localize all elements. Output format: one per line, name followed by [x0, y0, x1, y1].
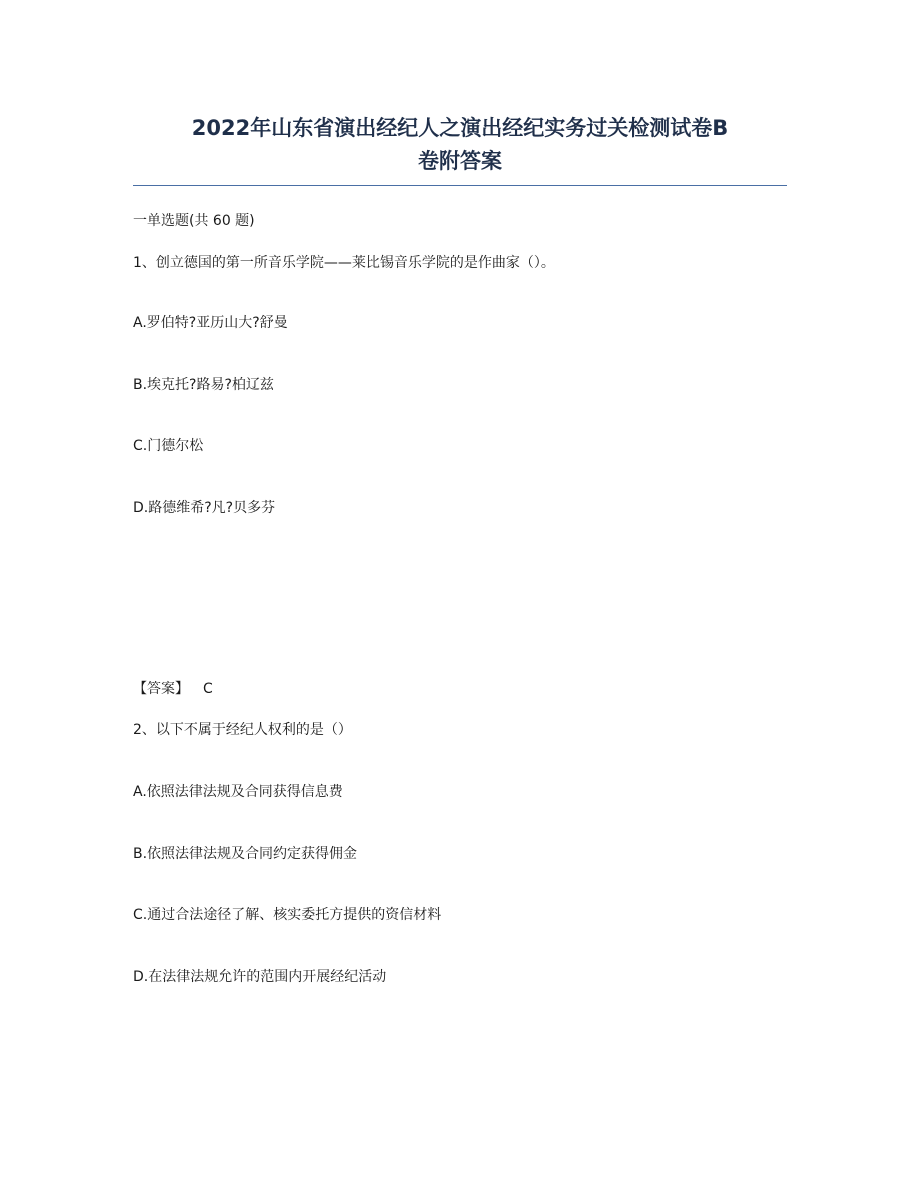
section-heading: 一单选题(共 60 题)	[133, 213, 255, 229]
question-2-stem: 2、以下不属于经纪人权利的是（）	[133, 722, 352, 738]
answer-value: C	[203, 681, 213, 697]
question-1-answer	[133, 679, 213, 699]
page-title-line-2: 卷附答案	[418, 149, 502, 173]
question-1-option-b: B.埃克托?路易?柏辽兹	[133, 377, 274, 393]
title-divider	[133, 185, 787, 186]
page-title-line-1: 2022年山东省演出经纪人之演出经纪实务过关检测试卷B	[191, 116, 729, 140]
question-2-option-c: C.通过合法途径了解、核实委托方提供的资信材料	[133, 907, 442, 923]
question-2-option-a: A.依照法律法规及合同获得信息费	[133, 784, 343, 800]
page-title	[0, 112, 920, 178]
question-2-option-d: D.在法律法规允许的范围内开展经纪活动	[133, 969, 387, 985]
answer-label: 【答案】	[133, 681, 189, 697]
question-1-stem: 1、创立德国的第一所音乐学院——莱比锡音乐学院的是作曲家（）。	[133, 255, 555, 271]
question-1-option-a: A.罗伯特?亚历山大?舒曼	[133, 315, 288, 331]
question-1-option-c: C.门德尔松	[133, 438, 204, 454]
question-1-option-d: D.路德维希?凡?贝多芬	[133, 500, 276, 516]
question-2-option-b: B.依照法律法规及合同约定获得佣金	[133, 846, 358, 862]
